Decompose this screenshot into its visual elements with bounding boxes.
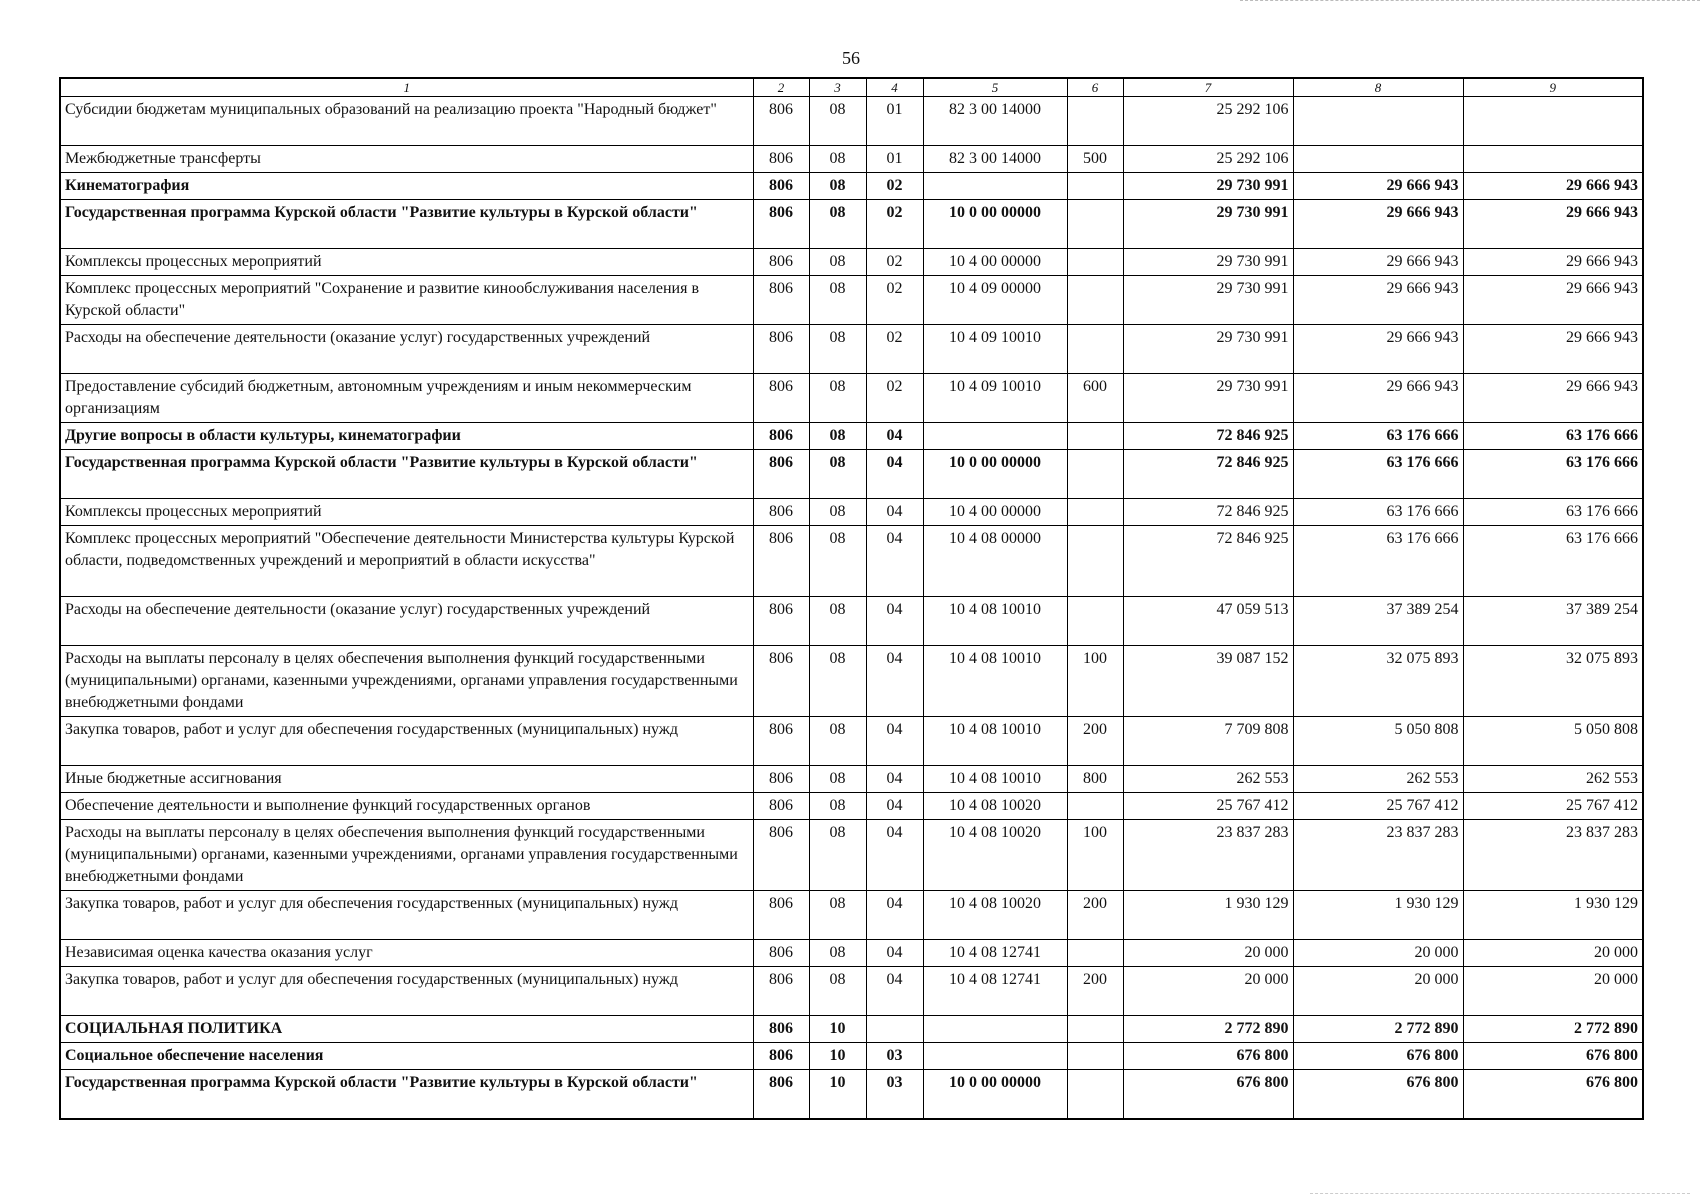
table-row bbox=[60, 646, 1643, 717]
row-expense-type bbox=[1067, 499, 1123, 526]
column-number-row bbox=[60, 78, 1643, 97]
row-amount-col8: 63 176 666 bbox=[1293, 450, 1463, 499]
table-row bbox=[60, 526, 1643, 597]
row-ministry-code: 806 bbox=[753, 1043, 809, 1070]
budget-table bbox=[59, 77, 1644, 1120]
row-subsection-code: 04 bbox=[866, 820, 923, 891]
row-amount-col9: 676 800 bbox=[1463, 1043, 1643, 1070]
row-name: Расходы на выплаты персоналу в целях обеспечения выполнения функций государственными (муниципальными) органами, казенными учреждениями, органами управления государственными внебюджетными фондами bbox=[60, 820, 753, 891]
row-ministry-code: 806 bbox=[753, 597, 809, 646]
row-section-code: 10 bbox=[809, 1070, 866, 1120]
row-target-article bbox=[923, 173, 1067, 200]
row-section-code: 08 bbox=[809, 891, 866, 940]
row-expense-type: 800 bbox=[1067, 766, 1123, 793]
row-section-code: 08 bbox=[809, 820, 866, 891]
column-header: 3 bbox=[809, 78, 866, 97]
row-ministry-code: 806 bbox=[753, 646, 809, 717]
row-subsection-code: 04 bbox=[866, 450, 923, 499]
table-row bbox=[60, 1016, 1643, 1043]
row-name: Субсидии бюджетам муниципальных образований на реализацию проекта "Народный бюджет" bbox=[60, 97, 753, 146]
row-amount-col9: 63 176 666 bbox=[1463, 423, 1643, 450]
row-section-code: 08 bbox=[809, 499, 866, 526]
row-name: Независимая оценка качества оказания услуг bbox=[60, 940, 753, 967]
row-amount-col7: 7 709 808 bbox=[1123, 717, 1293, 766]
row-amount-col7: 2 772 890 bbox=[1123, 1016, 1293, 1043]
row-amount-col7: 262 553 bbox=[1123, 766, 1293, 793]
column-header: 7 bbox=[1123, 78, 1293, 97]
row-target-article: 10 4 08 12741 bbox=[923, 940, 1067, 967]
row-amount-col8 bbox=[1293, 97, 1463, 146]
row-name: Расходы на обеспечение деятельности (оказание услуг) государственных учреждений bbox=[60, 325, 753, 374]
row-subsection-code: 02 bbox=[866, 249, 923, 276]
row-target-article bbox=[923, 423, 1067, 450]
row-subsection-code bbox=[866, 1016, 923, 1043]
row-subsection-code: 04 bbox=[866, 423, 923, 450]
row-amount-col8: 63 176 666 bbox=[1293, 499, 1463, 526]
row-amount-col8: 32 075 893 bbox=[1293, 646, 1463, 717]
row-section-code: 08 bbox=[809, 646, 866, 717]
column-header: 4 bbox=[866, 78, 923, 97]
row-ministry-code: 806 bbox=[753, 499, 809, 526]
row-amount-col9: 37 389 254 bbox=[1463, 597, 1643, 646]
row-ministry-code: 806 bbox=[753, 766, 809, 793]
row-amount-col8: 29 666 943 bbox=[1293, 200, 1463, 249]
row-amount-col7: 676 800 bbox=[1123, 1070, 1293, 1120]
row-amount-col9 bbox=[1463, 97, 1643, 146]
table-row bbox=[60, 499, 1643, 526]
row-amount-col7: 72 846 925 bbox=[1123, 450, 1293, 499]
row-expense-type: 500 bbox=[1067, 146, 1123, 173]
row-amount-col9: 5 050 808 bbox=[1463, 717, 1643, 766]
row-target-article: 10 4 08 10010 bbox=[923, 766, 1067, 793]
row-name: Комплексы процессных мероприятий bbox=[60, 249, 753, 276]
row-section-code: 08 bbox=[809, 450, 866, 499]
row-ministry-code: 806 bbox=[753, 820, 809, 891]
row-ministry-code: 806 bbox=[753, 967, 809, 1016]
row-name: Расходы на выплаты персоналу в целях обеспечения выполнения функций государственными (муниципальными) органами, казенными учреждениями, органами управления государственными внебюджетными фондами bbox=[60, 646, 753, 717]
row-target-article: 10 4 09 10010 bbox=[923, 325, 1067, 374]
row-expense-type bbox=[1067, 173, 1123, 200]
row-ministry-code: 806 bbox=[753, 374, 809, 423]
row-target-article: 10 4 09 00000 bbox=[923, 276, 1067, 325]
row-amount-col9: 32 075 893 bbox=[1463, 646, 1643, 717]
row-expense-type bbox=[1067, 526, 1123, 597]
row-expense-type bbox=[1067, 1016, 1123, 1043]
row-name: Социальное обеспечение населения bbox=[60, 1043, 753, 1070]
row-name: Кинематография bbox=[60, 173, 753, 200]
row-amount-col7: 25 292 106 bbox=[1123, 146, 1293, 173]
row-name: Государственная программа Курской области "Развитие культуры в Курской области" bbox=[60, 1070, 753, 1120]
row-expense-type bbox=[1067, 97, 1123, 146]
row-ministry-code: 806 bbox=[753, 891, 809, 940]
row-target-article: 10 4 09 10010 bbox=[923, 374, 1067, 423]
row-amount-col7: 29 730 991 bbox=[1123, 249, 1293, 276]
row-amount-col8: 37 389 254 bbox=[1293, 597, 1463, 646]
row-target-article: 10 4 00 00000 bbox=[923, 499, 1067, 526]
row-expense-type bbox=[1067, 1043, 1123, 1070]
row-target-article: 10 4 08 10010 bbox=[923, 717, 1067, 766]
row-amount-col7: 39 087 152 bbox=[1123, 646, 1293, 717]
row-amount-col7: 25 767 412 bbox=[1123, 793, 1293, 820]
row-amount-col7: 20 000 bbox=[1123, 967, 1293, 1016]
row-amount-col7: 23 837 283 bbox=[1123, 820, 1293, 891]
row-amount-col8: 676 800 bbox=[1293, 1043, 1463, 1070]
row-amount-col8: 29 666 943 bbox=[1293, 276, 1463, 325]
row-name: Закупка товаров, работ и услуг для обеспечения государственных (муниципальных) нужд bbox=[60, 891, 753, 940]
row-ministry-code: 806 bbox=[753, 717, 809, 766]
row-ministry-code: 806 bbox=[753, 940, 809, 967]
table-row bbox=[60, 766, 1643, 793]
row-ministry-code: 806 bbox=[753, 1016, 809, 1043]
row-amount-col9: 676 800 bbox=[1463, 1070, 1643, 1120]
row-section-code: 08 bbox=[809, 146, 866, 173]
row-amount-col7: 29 730 991 bbox=[1123, 374, 1293, 423]
row-name: Другие вопросы в области культуры, кинематографии bbox=[60, 423, 753, 450]
row-amount-col9: 1 930 129 bbox=[1463, 891, 1643, 940]
column-header: 5 bbox=[923, 78, 1067, 97]
table-row bbox=[60, 374, 1643, 423]
column-header: 2 bbox=[753, 78, 809, 97]
table-row bbox=[60, 200, 1643, 249]
column-header: 8 bbox=[1293, 78, 1463, 97]
row-amount-col8: 29 666 943 bbox=[1293, 173, 1463, 200]
row-expense-type: 600 bbox=[1067, 374, 1123, 423]
row-subsection-code: 01 bbox=[866, 97, 923, 146]
row-expense-type bbox=[1067, 597, 1123, 646]
row-amount-col8: 5 050 808 bbox=[1293, 717, 1463, 766]
scan-artifact-top bbox=[1240, 0, 1700, 3]
row-amount-col8: 676 800 bbox=[1293, 1070, 1463, 1120]
row-ministry-code: 806 bbox=[753, 276, 809, 325]
row-amount-col8: 25 767 412 bbox=[1293, 793, 1463, 820]
row-subsection-code: 03 bbox=[866, 1043, 923, 1070]
table-row bbox=[60, 325, 1643, 374]
row-amount-col8: 29 666 943 bbox=[1293, 249, 1463, 276]
row-amount-col8: 23 837 283 bbox=[1293, 820, 1463, 891]
row-section-code: 08 bbox=[809, 967, 866, 1016]
row-amount-col9: 20 000 bbox=[1463, 940, 1643, 967]
row-amount-col8: 2 772 890 bbox=[1293, 1016, 1463, 1043]
row-name: Закупка товаров, работ и услуг для обеспечения государственных (муниципальных) нужд bbox=[60, 717, 753, 766]
row-amount-col9: 20 000 bbox=[1463, 967, 1643, 1016]
row-amount-col8: 1 930 129 bbox=[1293, 891, 1463, 940]
row-name: Комплекс процессных мероприятий "Сохранение и развитие кинообслуживания населения в Курской области" bbox=[60, 276, 753, 325]
row-amount-col8: 63 176 666 bbox=[1293, 423, 1463, 450]
row-target-article: 10 4 08 10020 bbox=[923, 891, 1067, 940]
row-amount-col9: 29 666 943 bbox=[1463, 276, 1643, 325]
row-section-code: 08 bbox=[809, 597, 866, 646]
row-target-article: 10 4 08 10020 bbox=[923, 793, 1067, 820]
table-row bbox=[60, 450, 1643, 499]
row-section-code: 08 bbox=[809, 249, 866, 276]
row-subsection-code: 04 bbox=[866, 891, 923, 940]
row-subsection-code: 04 bbox=[866, 766, 923, 793]
row-expense-type: 200 bbox=[1067, 967, 1123, 1016]
row-subsection-code: 04 bbox=[866, 940, 923, 967]
table-row bbox=[60, 597, 1643, 646]
row-subsection-code: 04 bbox=[866, 793, 923, 820]
row-name: Комплексы процессных мероприятий bbox=[60, 499, 753, 526]
row-target-article: 10 0 00 00000 bbox=[923, 1070, 1067, 1120]
row-amount-col9: 25 767 412 bbox=[1463, 793, 1643, 820]
row-ministry-code: 806 bbox=[753, 423, 809, 450]
row-amount-col8: 29 666 943 bbox=[1293, 374, 1463, 423]
row-target-article: 10 4 08 00000 bbox=[923, 526, 1067, 597]
row-expense-type: 100 bbox=[1067, 820, 1123, 891]
row-amount-col8: 29 666 943 bbox=[1293, 325, 1463, 374]
row-amount-col7: 29 730 991 bbox=[1123, 200, 1293, 249]
row-ministry-code: 806 bbox=[753, 450, 809, 499]
row-amount-col7: 1 930 129 bbox=[1123, 891, 1293, 940]
row-subsection-code: 02 bbox=[866, 325, 923, 374]
row-amount-col8: 20 000 bbox=[1293, 967, 1463, 1016]
row-name: Закупка товаров, работ и услуг для обеспечения государственных (муниципальных) нужд bbox=[60, 967, 753, 1016]
row-target-article: 82 3 00 14000 bbox=[923, 97, 1067, 146]
row-amount-col9: 29 666 943 bbox=[1463, 173, 1643, 200]
page-number: 56 bbox=[842, 48, 860, 68]
row-amount-col9 bbox=[1463, 146, 1643, 173]
row-amount-col9: 23 837 283 bbox=[1463, 820, 1643, 891]
row-expense-type: 100 bbox=[1067, 646, 1123, 717]
row-amount-col7: 72 846 925 bbox=[1123, 423, 1293, 450]
row-expense-type bbox=[1067, 249, 1123, 276]
row-section-code: 08 bbox=[809, 940, 866, 967]
row-amount-col9: 63 176 666 bbox=[1463, 499, 1643, 526]
table-body bbox=[60, 97, 1643, 1120]
row-expense-type bbox=[1067, 940, 1123, 967]
row-name: Расходы на обеспечение деятельности (оказание услуг) государственных учреждений bbox=[60, 597, 753, 646]
row-amount-col8: 20 000 bbox=[1293, 940, 1463, 967]
row-section-code: 08 bbox=[809, 766, 866, 793]
row-ministry-code: 806 bbox=[753, 1070, 809, 1120]
row-ministry-code: 806 bbox=[753, 97, 809, 146]
row-subsection-code: 04 bbox=[866, 967, 923, 1016]
row-section-code: 08 bbox=[809, 717, 866, 766]
row-expense-type bbox=[1067, 450, 1123, 499]
row-subsection-code: 04 bbox=[866, 597, 923, 646]
row-subsection-code: 04 bbox=[866, 717, 923, 766]
row-amount-col9: 2 772 890 bbox=[1463, 1016, 1643, 1043]
table-row bbox=[60, 940, 1643, 967]
row-amount-col7: 72 846 925 bbox=[1123, 526, 1293, 597]
column-header: 9 bbox=[1463, 78, 1643, 97]
row-target-article: 10 4 08 12741 bbox=[923, 967, 1067, 1016]
row-name: Комплекс процессных мероприятий "Обеспечение деятельности Министерства культуры Курской области, подведомственных учреждений и мероприятий в области искусства" bbox=[60, 526, 753, 597]
scan-artifact-bottom bbox=[1310, 1193, 1690, 1196]
row-expense-type: 200 bbox=[1067, 717, 1123, 766]
row-ministry-code: 806 bbox=[753, 793, 809, 820]
row-name: Государственная программа Курской области "Развитие культуры в Курской области" bbox=[60, 450, 753, 499]
row-name: Предоставление субсидий бюджетным, автономным учреждениям и иным некоммерческим организациям bbox=[60, 374, 753, 423]
row-ministry-code: 806 bbox=[753, 200, 809, 249]
row-amount-col7: 29 730 991 bbox=[1123, 173, 1293, 200]
row-amount-col8: 262 553 bbox=[1293, 766, 1463, 793]
row-ministry-code: 806 bbox=[753, 146, 809, 173]
row-expense-type bbox=[1067, 793, 1123, 820]
row-amount-col9: 63 176 666 bbox=[1463, 526, 1643, 597]
table-row bbox=[60, 97, 1643, 146]
row-expense-type: 200 bbox=[1067, 891, 1123, 940]
table-row bbox=[60, 249, 1643, 276]
row-target-article: 10 4 08 10010 bbox=[923, 597, 1067, 646]
row-amount-col7: 29 730 991 bbox=[1123, 276, 1293, 325]
row-expense-type bbox=[1067, 423, 1123, 450]
row-amount-col7: 29 730 991 bbox=[1123, 325, 1293, 374]
row-target-article: 10 0 00 00000 bbox=[923, 200, 1067, 249]
row-target-article bbox=[923, 1016, 1067, 1043]
row-amount-col9: 29 666 943 bbox=[1463, 249, 1643, 276]
table-row bbox=[60, 1070, 1643, 1120]
row-name: Иные бюджетные ассигнования bbox=[60, 766, 753, 793]
table-row bbox=[60, 146, 1643, 173]
row-amount-col9: 262 553 bbox=[1463, 766, 1643, 793]
row-ministry-code: 806 bbox=[753, 325, 809, 374]
row-expense-type bbox=[1067, 325, 1123, 374]
table-row bbox=[60, 967, 1643, 1016]
table-row bbox=[60, 423, 1643, 450]
row-section-code: 08 bbox=[809, 526, 866, 597]
column-header: 1 bbox=[60, 78, 753, 97]
table-row bbox=[60, 173, 1643, 200]
row-amount-col7: 72 846 925 bbox=[1123, 499, 1293, 526]
row-section-code: 08 bbox=[809, 793, 866, 820]
row-subsection-code: 02 bbox=[866, 173, 923, 200]
row-subsection-code: 04 bbox=[866, 499, 923, 526]
row-section-code: 10 bbox=[809, 1016, 866, 1043]
table-row bbox=[60, 276, 1643, 325]
row-amount-col8: 63 176 666 bbox=[1293, 526, 1463, 597]
row-amount-col7: 25 292 106 bbox=[1123, 97, 1293, 146]
table-row bbox=[60, 1043, 1643, 1070]
row-ministry-code: 806 bbox=[753, 173, 809, 200]
row-section-code: 08 bbox=[809, 173, 866, 200]
row-subsection-code: 03 bbox=[866, 1070, 923, 1120]
row-subsection-code: 02 bbox=[866, 200, 923, 249]
row-ministry-code: 806 bbox=[753, 249, 809, 276]
row-target-article bbox=[923, 1043, 1067, 1070]
row-expense-type bbox=[1067, 276, 1123, 325]
row-subsection-code: 01 bbox=[866, 146, 923, 173]
row-amount-col9: 29 666 943 bbox=[1463, 325, 1643, 374]
row-name: Межбюджетные трансферты bbox=[60, 146, 753, 173]
table-row bbox=[60, 820, 1643, 891]
column-header: 6 bbox=[1067, 78, 1123, 97]
table-row bbox=[60, 793, 1643, 820]
row-section-code: 10 bbox=[809, 1043, 866, 1070]
row-subsection-code: 04 bbox=[866, 526, 923, 597]
row-target-article: 10 4 08 10010 bbox=[923, 646, 1067, 717]
row-name: Обеспечение деятельности и выполнение функций государственных органов bbox=[60, 793, 753, 820]
row-target-article: 10 4 08 10020 bbox=[923, 820, 1067, 891]
row-expense-type bbox=[1067, 1070, 1123, 1120]
row-section-code: 08 bbox=[809, 423, 866, 450]
row-amount-col7: 47 059 513 bbox=[1123, 597, 1293, 646]
row-target-article: 10 0 00 00000 bbox=[923, 450, 1067, 499]
row-amount-col7: 676 800 bbox=[1123, 1043, 1293, 1070]
row-section-code: 08 bbox=[809, 276, 866, 325]
row-section-code: 08 bbox=[809, 325, 866, 374]
row-name: Государственная программа Курской области "Развитие культуры в Курской области" bbox=[60, 200, 753, 249]
row-target-article: 10 4 00 00000 bbox=[923, 249, 1067, 276]
row-amount-col9: 29 666 943 bbox=[1463, 200, 1643, 249]
table-row bbox=[60, 717, 1643, 766]
row-section-code: 08 bbox=[809, 374, 866, 423]
row-target-article: 82 3 00 14000 bbox=[923, 146, 1067, 173]
row-amount-col8 bbox=[1293, 146, 1463, 173]
row-name: СОЦИАЛЬНАЯ ПОЛИТИКА bbox=[60, 1016, 753, 1043]
row-amount-col9: 63 176 666 bbox=[1463, 450, 1643, 499]
row-section-code: 08 bbox=[809, 97, 866, 146]
row-amount-col7: 20 000 bbox=[1123, 940, 1293, 967]
row-subsection-code: 04 bbox=[866, 646, 923, 717]
row-expense-type bbox=[1067, 200, 1123, 249]
row-subsection-code: 02 bbox=[866, 374, 923, 423]
row-amount-col9: 29 666 943 bbox=[1463, 374, 1643, 423]
row-ministry-code: 806 bbox=[753, 526, 809, 597]
row-subsection-code: 02 bbox=[866, 276, 923, 325]
row-section-code: 08 bbox=[809, 200, 866, 249]
table-row bbox=[60, 891, 1643, 940]
